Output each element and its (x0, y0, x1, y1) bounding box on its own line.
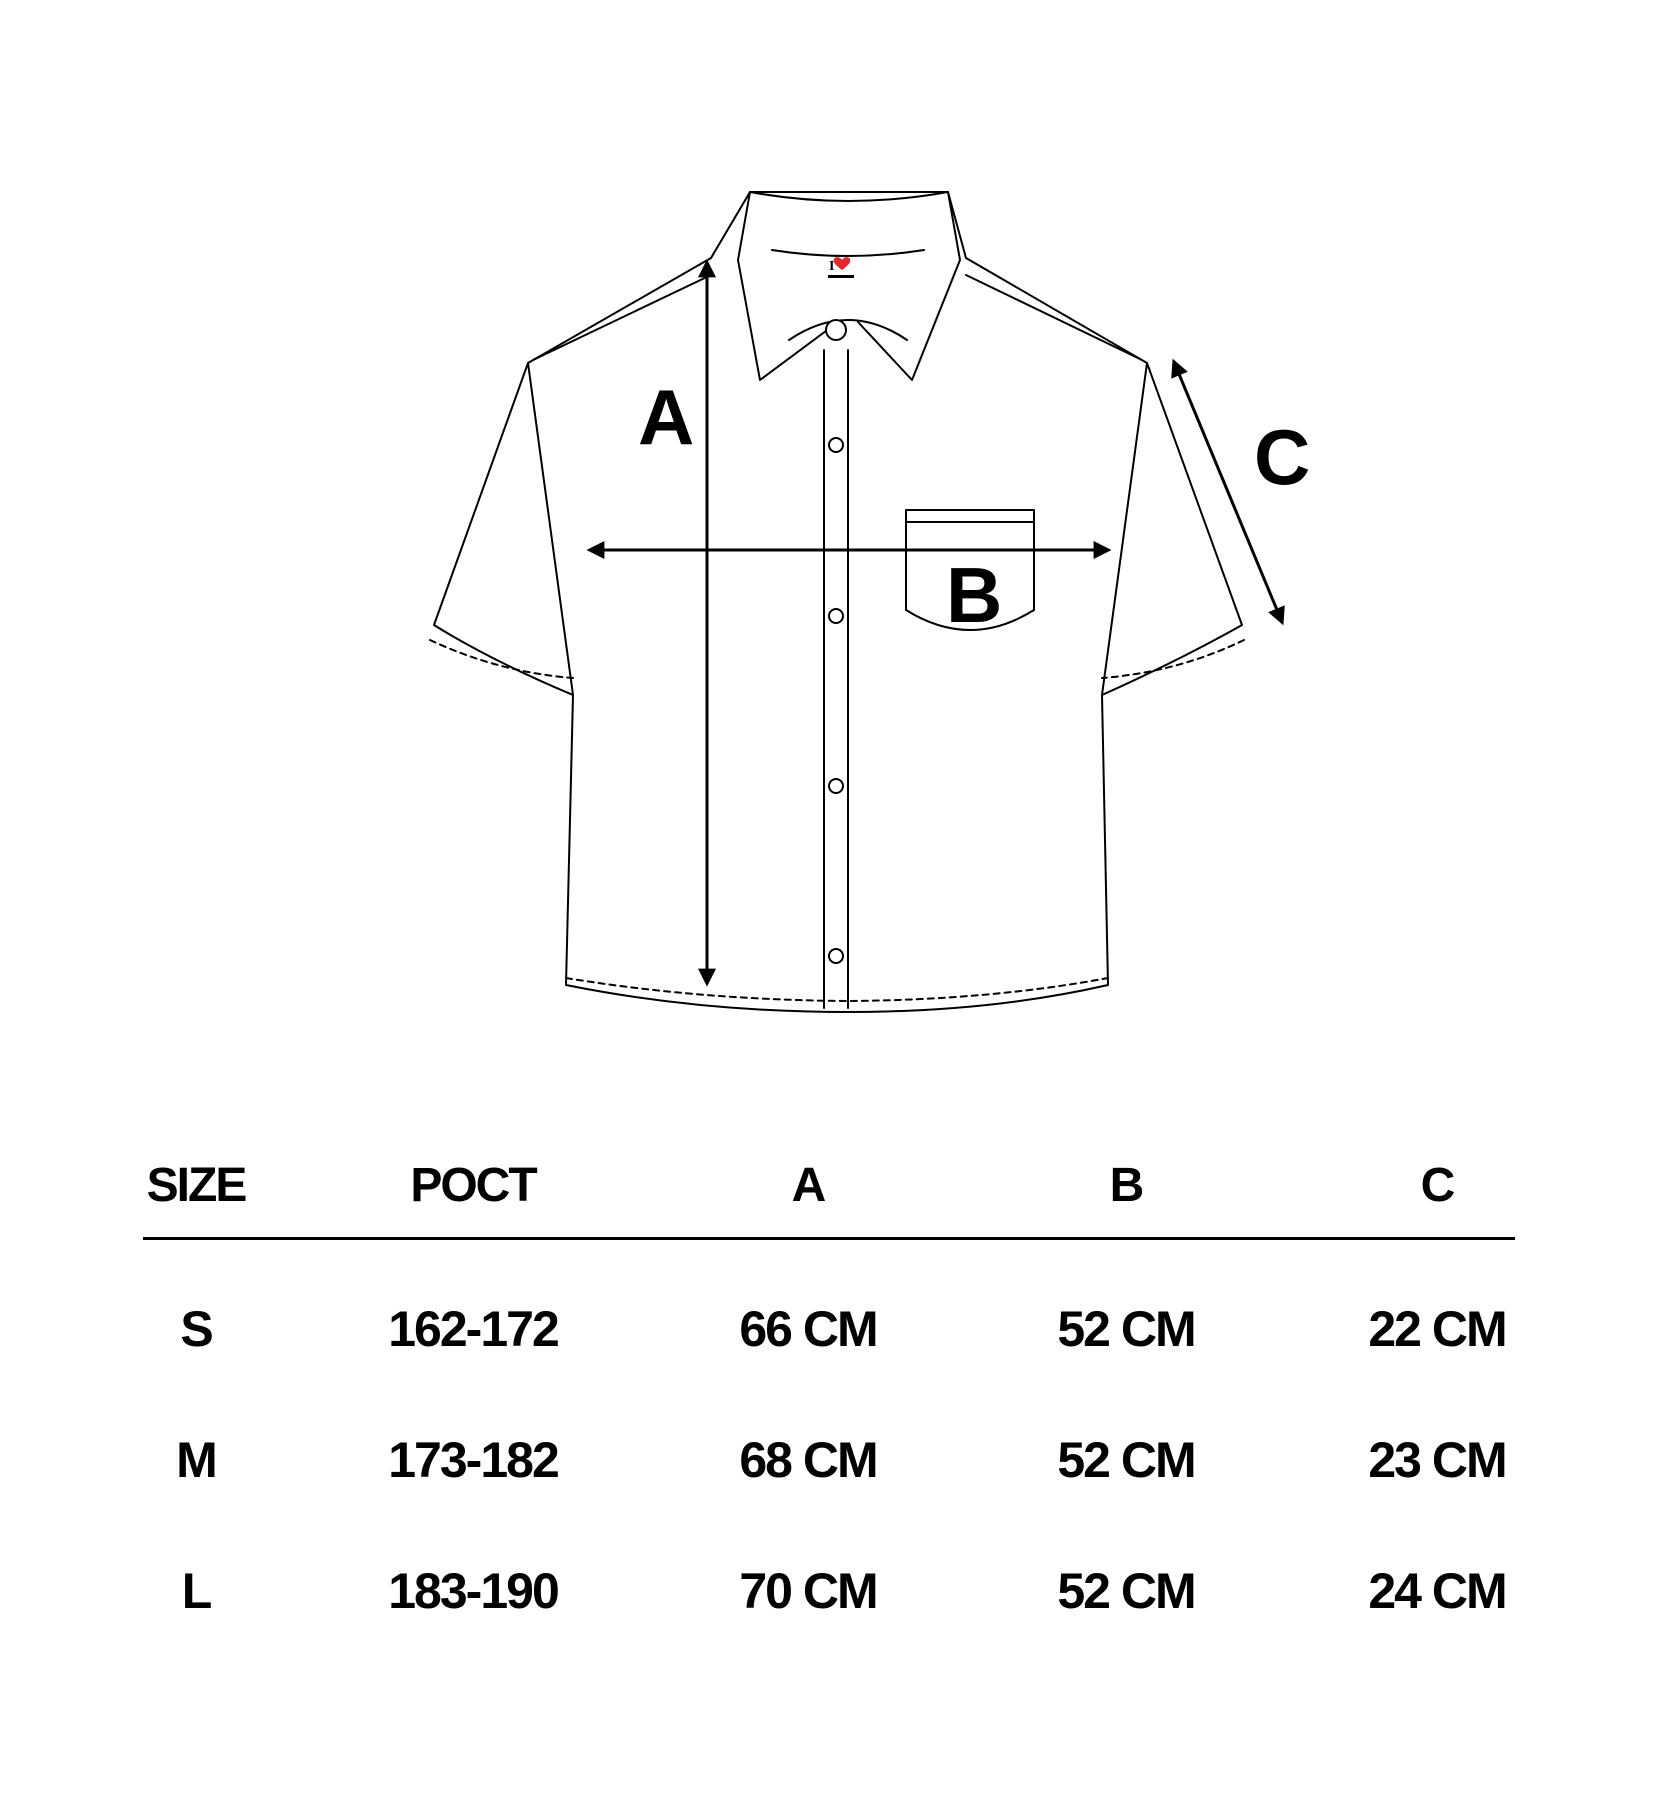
cell-height-s: 162-172 (388, 1301, 558, 1357)
cell-c-l: 24 CM (1368, 1563, 1506, 1619)
cell-size-l: L (181, 1563, 211, 1619)
cell-size-m: M (176, 1432, 216, 1488)
cell-c-s: 22 CM (1368, 1301, 1506, 1357)
svg-text:I: I (829, 259, 835, 274)
measure-b-label: B (946, 551, 1003, 639)
header-size: SIZE (146, 1159, 246, 1212)
cell-height-m: 173-182 (388, 1432, 558, 1488)
cell-size-s: S (180, 1301, 212, 1357)
cell-a-s: 66 CM (739, 1301, 877, 1357)
header-divider (143, 1237, 1515, 1240)
measure-a-label: A (638, 373, 695, 461)
cell-b-m: 52 CM (1057, 1432, 1195, 1488)
cell-a-m: 68 CM (739, 1432, 877, 1488)
cell-b-s: 52 CM (1057, 1301, 1195, 1357)
header-b: B (1109, 1159, 1143, 1212)
cell-height-l: 183-190 (388, 1563, 558, 1619)
cell-b-l: 52 CM (1057, 1563, 1195, 1619)
measure-c-label: C (1254, 413, 1311, 501)
header-c: C (1420, 1159, 1454, 1212)
cell-a-l: 70 CM (739, 1563, 877, 1619)
header-a: A (791, 1159, 825, 1212)
header-poct: POCT (410, 1159, 536, 1212)
cell-c-m: 23 CM (1368, 1432, 1506, 1488)
